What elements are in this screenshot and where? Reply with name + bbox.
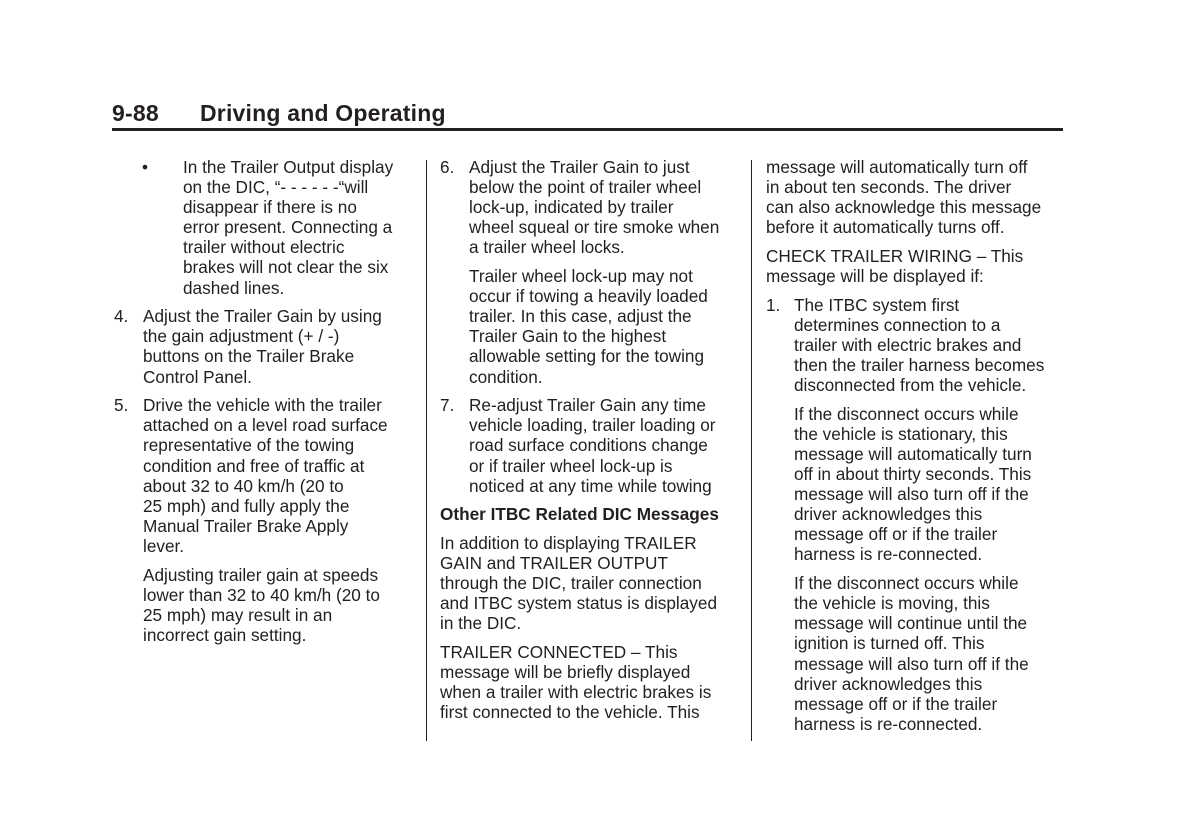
text-line: harness is re-connected. (794, 544, 983, 565)
text-line: about 32 to 40 km/h (20 to (143, 475, 344, 496)
step-6 (440, 157, 742, 257)
text-line: TRAILER CONNECTED – This (440, 642, 678, 663)
text-line: Trailer Gain to the highest (469, 326, 667, 347)
text-line: can also acknowledge this message (766, 197, 1042, 218)
text-line: and ITBC system status is displayed (440, 593, 718, 614)
text-line: message will be briefly displayed (440, 662, 691, 683)
text-line: incorrect gain setting. (143, 624, 307, 645)
text-line: The ITBC system first (794, 294, 960, 315)
text-line: a trailer wheel locks. (469, 237, 625, 258)
text-line: trailer without electric (183, 237, 345, 258)
text-line: harness is re-connected. (794, 713, 983, 734)
text-line: on the DIC, “- - - - - -“will (183, 177, 369, 198)
text-line: If the disconnect occurs while (794, 573, 1019, 594)
text-line: when a trailer with electric brakes is (440, 682, 712, 703)
text-line: Control Panel. (143, 366, 252, 387)
text-line: condition. (469, 366, 543, 387)
text-line: then the trailer harness becomes (794, 355, 1045, 376)
text-line: message will be displayed if: (766, 266, 984, 287)
text-line: disconnected from the vehicle. (794, 375, 1027, 396)
text-line: Drive the vehicle with the trailer (143, 395, 382, 416)
text-line: below the point of trailer wheel (469, 177, 702, 198)
text-line: road surface conditions change (469, 435, 708, 456)
step-1 (766, 295, 1066, 395)
text-line: GAIN and TRAILER OUTPUT (440, 553, 668, 574)
step-number: 1. (766, 294, 781, 315)
text-line: 25 mph) and fully apply the (143, 495, 350, 516)
paragraph-check-trailer-wiring (766, 246, 1066, 286)
text-line: in about ten seconds. The driver (766, 177, 1012, 198)
text-line: buttons on the Trailer Brake (143, 346, 355, 367)
step-text (114, 395, 414, 556)
step-6-note (440, 266, 742, 387)
text-line: first connected to the vehicle. This (440, 702, 700, 723)
text-line: message will automatically turn (794, 444, 1032, 464)
text-line: In addition to displaying TRAILER (440, 532, 697, 553)
column-divider-2 (751, 160, 752, 741)
text-line: message will automatically turn off (766, 157, 1028, 177)
text-line: before it automatically turns off. (766, 217, 1005, 238)
text-line: the vehicle is moving, this (794, 593, 990, 614)
step-number: 6. (440, 157, 455, 177)
paragraph-continued (766, 157, 1066, 237)
column-2 (440, 157, 742, 731)
step-number: 5. (114, 395, 129, 416)
text-line: dashed lines. (183, 277, 285, 298)
note-stationary (766, 404, 1066, 565)
text-line: If the disconnect occurs while (794, 403, 1019, 424)
text-line: Trailer wheel lock-up may not (469, 266, 693, 287)
text-line: message off or if the trailer (794, 524, 998, 545)
text-line: error present. Connecting a (183, 217, 393, 238)
text-line: driver acknowledges this (794, 673, 983, 694)
text-line: lock-up, indicated by trailer (469, 197, 674, 218)
column-3 (766, 157, 1066, 743)
text-line: CHECK TRAILER WIRING – This (766, 245, 1024, 266)
bullet-marker: • (142, 157, 149, 177)
text-line: vehicle loading, trailer loading or (469, 415, 716, 436)
text-line: lower than 32 to 40 km/h (20 to (143, 584, 380, 605)
page-number: 9-88 (112, 100, 159, 126)
text-line: Adjusting trailer gain at speeds (143, 564, 379, 585)
paragraph-dic-intro (440, 533, 742, 633)
text-line: In the Trailer Output display (183, 157, 394, 177)
text-line: Adjust the Trailer Gain to just (469, 157, 690, 177)
section-title: Driving and Operating (200, 100, 446, 126)
bullet-text (114, 157, 414, 298)
text-line: driver acknowledges this (794, 504, 983, 525)
column-divider-1 (426, 160, 427, 741)
step-number: 4. (114, 306, 129, 327)
header-divider (112, 128, 1063, 131)
text-line: in the DIC. (440, 613, 522, 634)
text-line: message will also turn off if the (794, 653, 1029, 674)
step-7 (440, 395, 742, 495)
text-line: 25 mph) may result in an (143, 604, 333, 625)
text-line: Manual Trailer Brake Apply (143, 515, 349, 536)
column-1 (114, 157, 414, 654)
step-5-note (114, 565, 414, 645)
text-line: attached on a level road surface (143, 415, 388, 436)
text-line: ignition is turned off. This (794, 633, 985, 654)
step-text (766, 295, 1066, 395)
text-line: noticed at any time while towing (469, 475, 712, 496)
step-text (114, 306, 414, 386)
text-line: disappear if there is no (183, 197, 357, 218)
text-line: brakes will not clear the six (183, 257, 389, 278)
text-line: Adjust the Trailer Gain by using (143, 306, 382, 327)
text-line: representative of the towing (143, 435, 355, 456)
paragraph-trailer-connected (440, 642, 742, 722)
bullet-item-trailer-output (114, 157, 414, 298)
step-number: 7. (440, 395, 455, 416)
text-line: occur if towing a heavily loaded (469, 286, 708, 307)
text-line: allowable setting for the towing (469, 346, 705, 367)
text-line: through the DIC, trailer connection (440, 573, 702, 594)
step-4 (114, 306, 414, 386)
subsection-heading: Other ITBC Related DIC Messages (440, 504, 719, 525)
text-line: Re-adjust Trailer Gain any time (469, 395, 706, 416)
text-line: the gain adjustment (+ / -) (143, 326, 340, 347)
step-5 (114, 395, 414, 556)
step-text (440, 395, 742, 495)
note-moving (766, 573, 1066, 734)
text-line: the vehicle is stationary, this (794, 423, 1008, 444)
step-text (440, 157, 742, 257)
text-line: lever. (143, 535, 185, 556)
text-line: message will also turn off if the (794, 484, 1029, 505)
text-line: message off or if the trailer (794, 693, 998, 714)
text-line: trailer with electric brakes and (794, 334, 1022, 355)
text-line: wheel squeal or tire smoke when (469, 217, 720, 238)
text-line: or if trailer wheel lock-up is (469, 455, 673, 476)
text-line: off in about thirty seconds. This (794, 464, 1032, 485)
text-line: trailer. In this case, adjust the (469, 306, 692, 327)
text-line: condition and free of traffic at (143, 455, 365, 476)
text-line: determines connection to a (794, 314, 1001, 335)
page-header (112, 100, 1062, 130)
text-line: message will continue until the (794, 613, 1028, 634)
